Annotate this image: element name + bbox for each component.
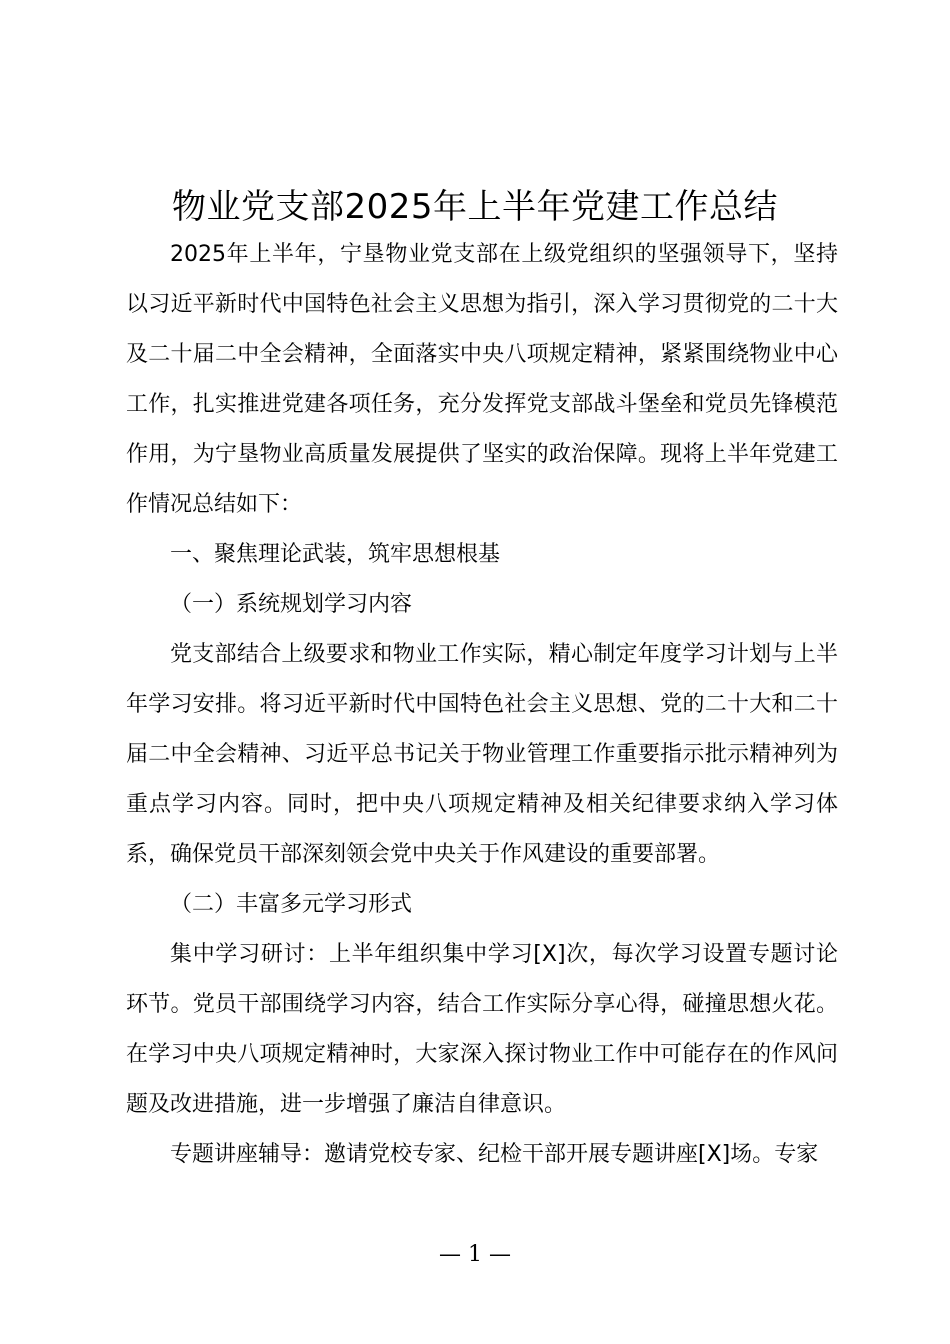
section-heading: 一、聚焦理论武装，筑牢思想根基: [170, 542, 501, 567]
subsection-heading: （一）系统规划学习内容: [170, 592, 413, 617]
document-body: [126, 230, 838, 1180]
intro-paragraph: 2025年上半年，宁垦物业党支部在上级党组织的坚强领导下，坚持以习近平新时代中国特色社会主义思想为指引，深入学习贯彻党的二十大及二十届二中全会精神，全面落实中央八项规定精神，紧紧围绕物业中心工作，扎实推进党建各项任务，充分发挥党支部战斗堡垒和党员先锋模范作用，为宁垦物业高质量发展提供了坚实的政治保障。现将上半年党建工作情况总结如下：: [126, 242, 838, 517]
body-paragraph: 集中学习研讨：上半年组织集中学习[X]次，每次学习设置专题讨论环节。党员干部围绕学习内容，结合工作实际分享心得，碰撞思想火花。在学习中央八项规定精神时，大家深入探讨物业工作中可能存在的作风问题及改进措施，进一步增强了廉洁自律意识。: [126, 942, 838, 1117]
body-paragraph: 党支部结合上级要求和物业工作实际，精心制定年度学习计划与上半年学习安排。将习近平新时代中国特色社会主义思想、党的二十大和二十届二中全会精神、习近平总书记关于物业管理工作重要指示批示精神列为重点学习内容。同时，把中央八项规定精神及相关纪律要求纳入学习体系，确保党员干部深刻领会党中央关于作风建设的重要部署。: [126, 642, 838, 867]
subsection-heading: （二）丰富多元学习形式: [170, 892, 413, 917]
page-number: — 1 —: [439, 1242, 511, 1267]
body-paragraph: 专题讲座辅导：邀请党校专家、纪检干部开展专题讲座[X]场。专家: [170, 1142, 819, 1167]
document-title: 物业党支部2025年上半年党建工作总结: [171, 187, 779, 227]
